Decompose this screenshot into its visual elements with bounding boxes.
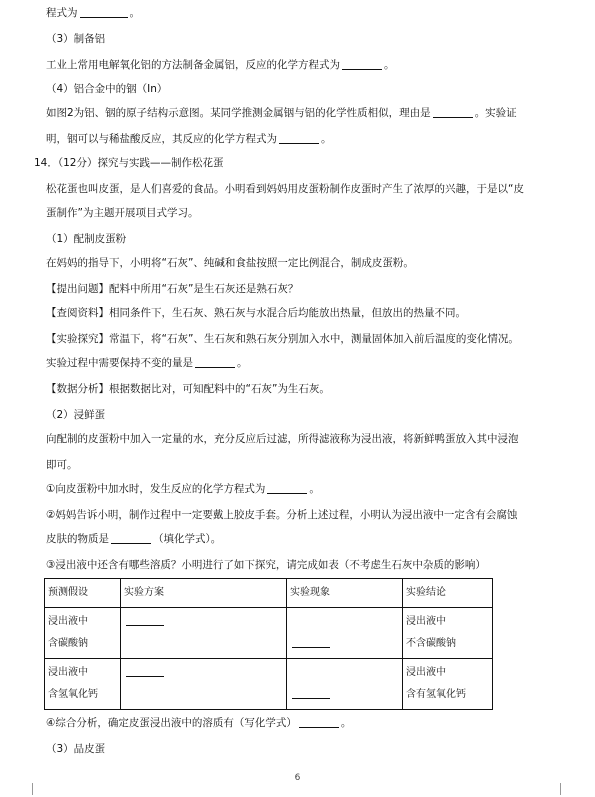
- text-line: ④综合分析，确定皮蛋浸出液中的溶质有（写化学式） 。: [46, 717, 352, 729]
- text-line: （2）浸鲜蛋: [46, 409, 106, 421]
- text-line: ①向皮蛋粉中加水时，发生反应的化学方程式为 。: [46, 483, 320, 495]
- text-line: 向配制的皮蛋粉中加入一定量的水，充分反应后过滤，所得滤液称为浸出液，将新鲜鸭蛋放入其中浸泡: [46, 433, 519, 445]
- conclusion-cell: 浸出液中 不含碳酸钠: [403, 608, 493, 659]
- text-line: （4）铝合金中的铟（In）: [46, 83, 168, 95]
- text-line: 蛋制作”为主题开展项目式学习。: [46, 207, 199, 219]
- text-line: 如图2为铝、铟的原子结构示意图。某同学推测金属铟与铝的化学性质相似，理由是 。实验证: [46, 107, 517, 119]
- text-line: （3）制备铝: [46, 33, 106, 45]
- text-line: 【查阅资料】相同条件下，生石灰、熟石灰与水混合后均能放出热量，但放出的热量不同。: [46, 307, 466, 319]
- answer-blank[interactable]: [292, 647, 330, 648]
- table-row: [45, 608, 493, 659]
- answer-blank[interactable]: [433, 117, 473, 118]
- page-corner-mark: [560, 783, 561, 795]
- conclusion-cell: 浸出液中 含有氢氧化钙: [403, 659, 493, 710]
- text-line: （1）配制皮蛋粉: [46, 233, 127, 245]
- header-hypothesis: 预测假设: [45, 579, 121, 608]
- header-conclusion: 实验结论: [403, 579, 493, 608]
- text-line: 【实验探究】常温下，将“石灰”、生石灰和熟石灰分别加入水中，测量固体加入前后温度的变化情况。: [46, 333, 519, 345]
- header-phenomenon: 实验现象: [287, 579, 403, 608]
- text-line: ③浸出液中还含有哪些溶质？小明进行了如下探究，请完成如表（不考虑生石灰中杂质的影响）: [46, 559, 486, 571]
- text-line: 即可。: [46, 459, 78, 471]
- answer-blank[interactable]: [80, 17, 128, 18]
- phenomenon-blank[interactable]: [287, 608, 403, 659]
- answer-blank[interactable]: [111, 543, 151, 544]
- text-line: （3）品皮蛋: [46, 743, 106, 755]
- text-line: 在妈妈的指导下，小明将“石灰”、纯碱和食盐按照一定比例混合，制成皮蛋粉。: [46, 257, 414, 269]
- text-line: 松花蛋也叫皮蛋，是人们喜爱的食品。小明看到妈妈用皮蛋粉制作皮蛋时产生了浓厚的兴趣，于是以“皮: [46, 183, 524, 195]
- page-corner-mark: [32, 783, 33, 795]
- header-plan: 实验方案: [121, 579, 287, 608]
- answer-blank[interactable]: [126, 676, 164, 677]
- page-number: 6: [294, 773, 301, 783]
- text-line: 程式为 。: [46, 7, 140, 19]
- hypothesis-cell: 浸出液中 含碳酸钠: [45, 608, 121, 659]
- text-line: 工业上常用电解氧化铝的方法制备金属铝，反应的化学方程式为 。: [46, 59, 395, 71]
- question-title: 14．（12分）探究与实践——制作松花蛋: [34, 157, 224, 169]
- answer-blank[interactable]: [292, 698, 330, 699]
- experiment-table: [44, 578, 493, 710]
- text-line: ②妈妈告诉小明，制作过程中一定要戴上胶皮手套。分析上述过程，小明认为浸出液中一定含有会腐蚀: [46, 509, 518, 521]
- answer-blank[interactable]: [279, 143, 319, 144]
- text-line: 实验过程中需要保持不变的量是 。: [46, 357, 248, 369]
- plan-blank[interactable]: [121, 608, 287, 659]
- answer-blank[interactable]: [299, 727, 339, 728]
- answer-blank[interactable]: [126, 625, 164, 626]
- table-row: [45, 659, 493, 710]
- text-line: 【提出问题】配料中所用“石灰”是生石灰还是熟石灰？: [46, 283, 299, 295]
- phenomenon-blank[interactable]: [287, 659, 403, 710]
- hypothesis-cell: 浸出液中 含氢氧化钙: [45, 659, 121, 710]
- answer-blank[interactable]: [267, 493, 307, 494]
- text-line: 皮肤的物质是 （填化学式）。: [46, 533, 222, 545]
- text-line: 明，铟可以与稀盐酸反应，其反应的化学方程式为 。: [46, 133, 332, 145]
- table-header-row: [45, 579, 493, 608]
- plan-blank[interactable]: [121, 659, 287, 710]
- text-line: 【数据分析】根据数据比对，可知配料中的“石灰”为生石灰。: [46, 383, 330, 395]
- answer-blank[interactable]: [342, 69, 382, 70]
- answer-blank[interactable]: [195, 367, 235, 368]
